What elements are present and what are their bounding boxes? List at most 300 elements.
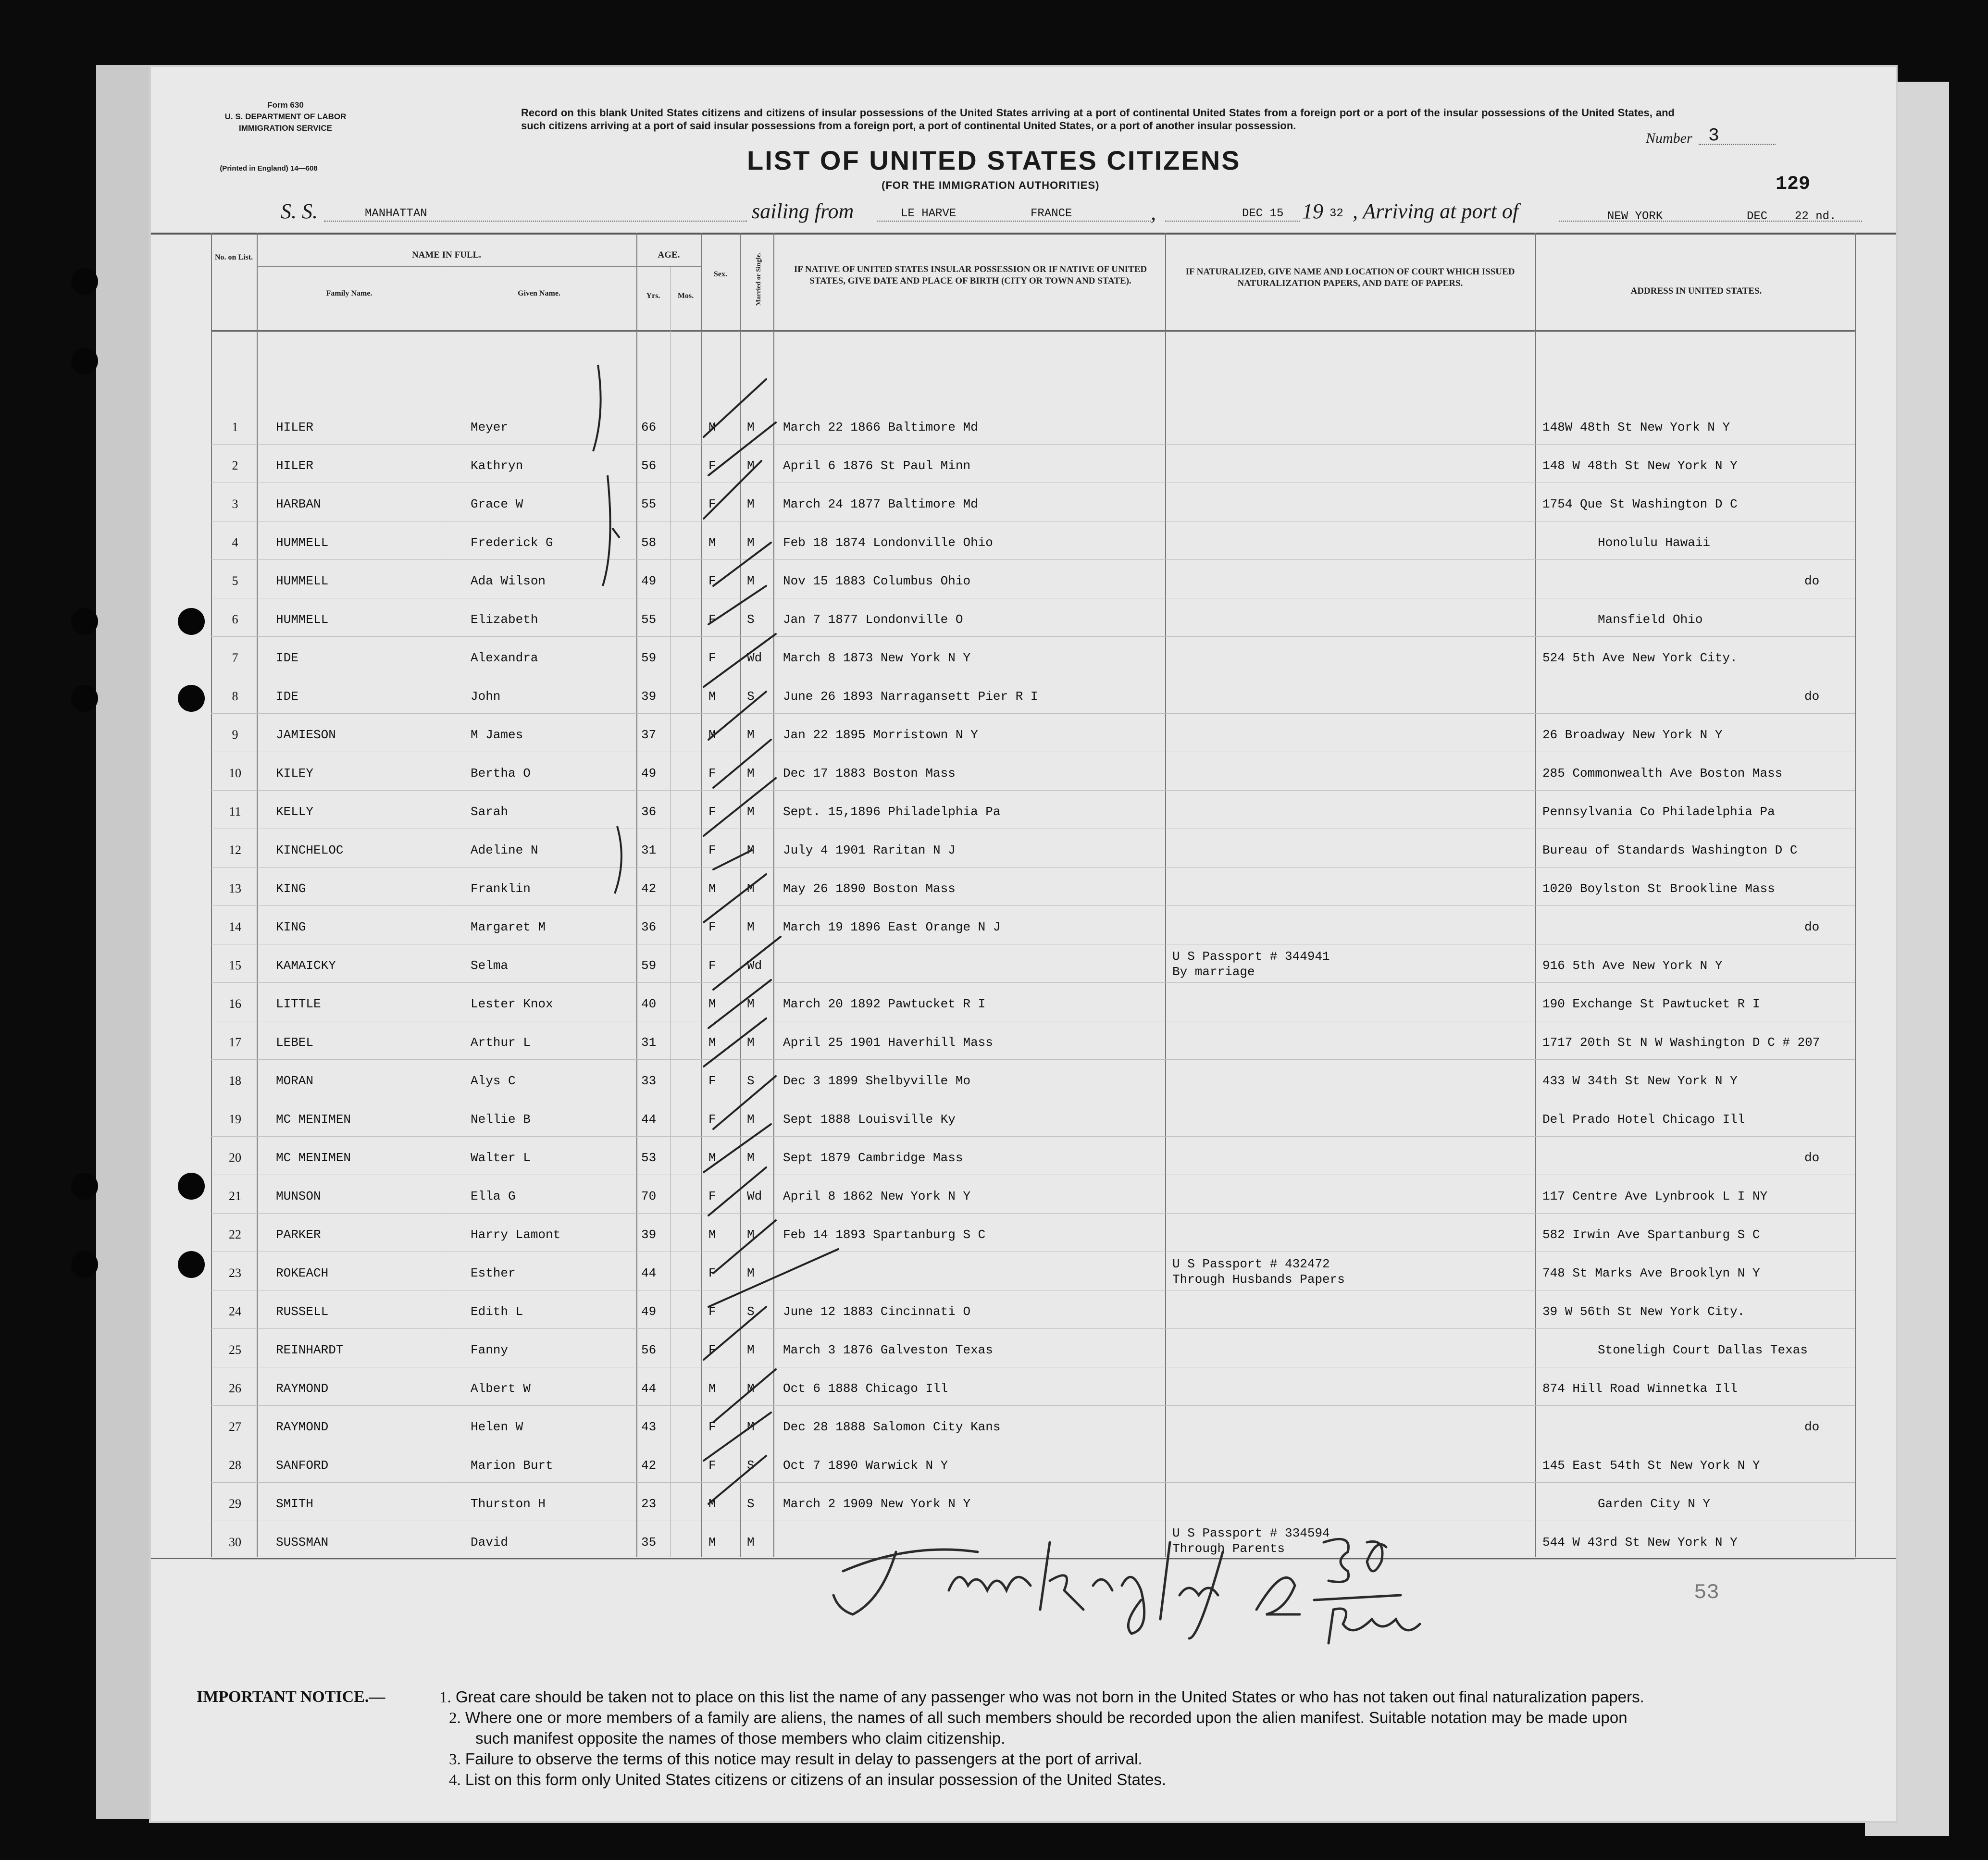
from-country: FRANCE (1031, 207, 1072, 220)
birth-info: March 2 1909 New York N Y (783, 1497, 971, 1511)
marital-status: M (747, 535, 755, 550)
age-years: 42 (641, 1458, 657, 1473)
address: Garden City N Y (1598, 1497, 1711, 1511)
age-years: 70 (641, 1189, 657, 1203)
address: 524 5th Ave New York City. (1542, 651, 1738, 665)
family-name: HUMMELL (276, 535, 329, 550)
given-name: Bertha O (471, 766, 531, 781)
family-name: MORAN (276, 1074, 314, 1088)
age-years: 59 (641, 958, 657, 973)
row-number: 23 (229, 1266, 241, 1280)
family-name: RAYMOND (276, 1420, 329, 1434)
from-port: LE HARVE (901, 207, 957, 220)
row-number: 22 (229, 1228, 241, 1241)
given-name: Arthur L (471, 1035, 531, 1050)
age-years: 49 (641, 766, 657, 781)
age-years: 40 (641, 997, 657, 1011)
header-age: AGE. (658, 250, 680, 260)
age-years: 37 (641, 728, 657, 742)
age-years: 49 (641, 1304, 657, 1319)
row-number: 5 (232, 574, 238, 588)
row-number: 26 (229, 1381, 241, 1395)
given-name: Kathryn (471, 459, 523, 473)
from-line (877, 221, 1151, 222)
naturalization-info: U S Passport # 344941 By marriage (1172, 949, 1330, 979)
header-yrs: Yrs. (646, 292, 660, 300)
stamp-number: 53 (1694, 1581, 1719, 1605)
arrival-port: NEW YORK (1607, 210, 1663, 223)
marital-status: M (747, 843, 755, 857)
marital-status: M (747, 1535, 755, 1550)
sex: M (708, 535, 716, 550)
row-number: 25 (229, 1343, 241, 1357)
sex: M (708, 689, 716, 704)
birth-info: March 20 1892 Pawtucket R I (783, 997, 986, 1011)
family-name: HUMMELL (276, 574, 329, 588)
address: 544 W 43rd St New York N Y (1542, 1535, 1738, 1550)
age-years: 58 (641, 535, 657, 550)
marital-status: M (747, 1151, 755, 1165)
address: 433 W 34th St New York N Y (1542, 1074, 1738, 1088)
family-name: IDE (276, 689, 298, 704)
row-number: 11 (229, 805, 241, 818)
row-number: 28 (229, 1458, 241, 1472)
birth-info: Feb 14 1893 Spartanburg S C (783, 1228, 986, 1242)
col-line (1165, 233, 1166, 1557)
birth-info: March 8 1873 New York N Y (783, 651, 971, 665)
sex: M (708, 1151, 716, 1165)
age-years: 59 (641, 651, 657, 665)
marital-status: M (747, 1343, 755, 1357)
given-name: Esther (471, 1266, 516, 1280)
row-number: 12 (229, 843, 241, 857)
sex: M (708, 728, 716, 742)
birth-info: Feb 18 1874 Londonville Ohio (783, 535, 993, 550)
year-prefix-1: 19 (1302, 199, 1323, 223)
row-rule (211, 1136, 1855, 1137)
row-number: 6 (232, 612, 238, 626)
age-years: 31 (641, 1035, 657, 1050)
family-name: ROKEACH (276, 1266, 329, 1280)
sex: F (708, 958, 716, 973)
row-number: 3 (232, 497, 238, 511)
marital-status: M (747, 1381, 755, 1396)
row-number: 10 (229, 766, 241, 780)
given-name: David (471, 1535, 509, 1550)
birth-info: Oct 7 1890 Warwick N Y (783, 1458, 948, 1473)
marital-status: S (747, 1304, 755, 1319)
sex: M (708, 881, 716, 896)
page-subtitle: (FOR THE IMMIGRATION AUTHORITIES) (882, 179, 1100, 191)
family-name: KING (276, 881, 306, 896)
given-name: Sarah (471, 805, 509, 819)
age-years: 44 (641, 1381, 657, 1396)
address: do (1804, 689, 1820, 704)
sex: M (708, 1497, 716, 1511)
family-name: RAYMOND (276, 1381, 329, 1396)
address: 148 W 48th St New York N Y (1542, 459, 1738, 473)
given-name: Edith L (471, 1304, 523, 1319)
given-name: Alys C (471, 1074, 516, 1088)
marital-status: S (747, 1458, 755, 1473)
punch-hole (71, 685, 98, 712)
binder-edge (96, 65, 149, 1819)
birth-info: Jan 7 1877 Londonville O (783, 612, 963, 627)
given-name: Albert W (471, 1381, 531, 1396)
notice-num: 2. (449, 1710, 461, 1727)
birth-info: Sept. 15,1896 Philadelphia Pa (783, 805, 1001, 819)
row-rule (211, 1328, 1855, 1329)
family-name: KELLY (276, 805, 314, 819)
punch-hole (178, 685, 205, 712)
age-years: 56 (641, 459, 657, 473)
page-number: 129 (1776, 174, 1811, 195)
row-number: 18 (229, 1074, 241, 1088)
comma: , (1151, 201, 1156, 224)
given-name: Adeline N (471, 843, 538, 857)
arriving-label: , Arriving at port of (1353, 199, 1519, 223)
header-mos: Mos. (677, 292, 694, 300)
arrive-date: DEC (1747, 210, 1768, 223)
given-name: Elizabeth (471, 612, 538, 627)
marital-status: M (747, 728, 755, 742)
age-years: 42 (641, 881, 657, 896)
row-number: 27 (229, 1420, 241, 1434)
sex: F (708, 574, 716, 588)
address: 190 Exchange St Pawtucket R I (1542, 997, 1760, 1011)
given-name: Selma (471, 958, 509, 973)
marital-status: M (747, 574, 755, 588)
given-name: Franklin (471, 881, 531, 896)
notice-text: Failure to observe the terms of this notice may result in delay to passengers at the port of arrival. (465, 1750, 1143, 1768)
row-number: 30 (229, 1535, 241, 1549)
address: Honolulu Hawaii (1598, 535, 1711, 550)
ship-line (324, 221, 747, 222)
marital-status: M (747, 766, 755, 781)
family-name: HILER (276, 420, 314, 434)
row-rule (211, 1059, 1855, 1060)
ship-name: MANHATTAN (365, 207, 427, 220)
row-rule (211, 982, 1855, 983)
col-line (211, 233, 212, 1557)
given-name: Ella G (471, 1189, 516, 1203)
given-name: Fanny (471, 1343, 509, 1357)
sex: F (708, 843, 716, 857)
family-name: HILER (276, 459, 314, 473)
family-name: SANFORD (276, 1458, 329, 1473)
row-number: 16 (229, 997, 241, 1011)
sex: F (708, 1189, 716, 1203)
age-years: 55 (641, 497, 657, 511)
row-number: 19 (229, 1112, 241, 1126)
given-name: Meyer (471, 420, 509, 434)
service: IMMIGRATION SERVICE (239, 124, 332, 133)
given-name: Walter L (471, 1151, 531, 1165)
family-name: SUSSMAN (276, 1535, 329, 1550)
page-title: LIST OF UNITED STATES CITIZENS (747, 145, 1241, 175)
sex: F (708, 651, 716, 665)
given-name: John (471, 689, 501, 704)
sex: F (708, 1458, 716, 1473)
row-rule (211, 636, 1855, 637)
row-rule (211, 1482, 1855, 1483)
sex: F (708, 805, 716, 819)
sex: F (708, 1304, 716, 1319)
notice-title: IMPORTANT NOTICE.— (197, 1688, 385, 1706)
birth-info: April 25 1901 Haverhill Mass (783, 1035, 993, 1050)
address: do (1804, 1151, 1820, 1165)
given-name: Helen W (471, 1420, 523, 1434)
family-name: KAMAICKY (276, 958, 336, 973)
birth-info: Dec 17 1883 Boston Mass (783, 766, 956, 781)
address: 145 East 54th St New York N Y (1542, 1458, 1760, 1473)
notice-item-4 (449, 1769, 1166, 1791)
marital-status: S (747, 689, 755, 704)
check-marks (694, 317, 848, 1566)
marital-status: Wd (747, 1189, 762, 1203)
notice-text: Where one or more members of a family are aliens, the names of all such members should be recorded upon the alien manifest. Suitable notation may be made upon (465, 1709, 1628, 1726)
age-years: 44 (641, 1112, 657, 1127)
row-number: 4 (232, 535, 238, 549)
family-name: JAMIESON (276, 728, 336, 742)
row-number: 15 (229, 958, 241, 972)
address: 916 5th Ave New York N Y (1542, 958, 1723, 973)
marital-status: S (747, 1497, 755, 1511)
age-years: 31 (641, 843, 657, 857)
notice-num: 4. (449, 1772, 461, 1789)
list-number-label: Number (1646, 130, 1692, 146)
punch-hole (71, 1173, 98, 1200)
given-name: Harry Lamont (471, 1228, 561, 1242)
notice-text: List on this form only United States citizens or citizens of an insular possession of the United States. (465, 1771, 1167, 1788)
header-divider (211, 330, 1855, 332)
header-married: Married or Single. (755, 252, 762, 306)
family-name: MUNSON (276, 1189, 321, 1203)
sex: F (708, 1074, 716, 1088)
row-rule (211, 790, 1855, 791)
address: 285 Commonwealth Ave Boston Mass (1542, 766, 1783, 781)
age-years: 49 (641, 574, 657, 588)
marital-status: M (747, 1112, 755, 1127)
notice-text: Great care should be taken not to place on this list the name of any passenger who was not born in the United States or who has not taken out final naturalization papers. (455, 1688, 1644, 1706)
header-address: ADDRESS IN UNITED STATES. (1630, 286, 1762, 296)
col-line (257, 233, 258, 1557)
marital-status: Wd (747, 651, 762, 665)
address: 117 Centre Ave Lynbrook L I NY (1542, 1189, 1768, 1203)
number-underline (1699, 144, 1776, 145)
age-years: 55 (641, 612, 657, 627)
row-rule (211, 905, 1855, 906)
row-number: 24 (229, 1304, 241, 1318)
header-native: IF NATIVE OF UNITED STATES INSULAR POSSESSION OR IF NATIVE OF UNITED STATES, GIVE DATE AND PLACE OF BIRTH (CITY OR TOWN AND STATE). (794, 264, 1147, 286)
notice-item-1 (439, 1686, 1644, 1708)
given-name: Alexandra (471, 651, 538, 665)
instructions: Record on this blank United States citizens and citizens of insular possessions of the United States arriving at a port of continental United States from a foreign port or a port of the insular possessions of the United States, and such citizens arriving at a port of said insular possessions from a foreign port, a port of continental United States, or a port of another insular possession. (521, 107, 1675, 132)
inspector-signature (824, 1513, 1545, 1658)
age-years: 36 (641, 805, 657, 819)
marital-status: M (747, 1420, 755, 1434)
row-number: 1 (232, 420, 238, 434)
punch-hole (71, 1251, 98, 1278)
notice-num: 1. (439, 1689, 451, 1706)
family-name: SMITH (276, 1497, 314, 1511)
address: 582 Irwin Ave Spartanburg S C (1542, 1228, 1760, 1242)
col-line (670, 266, 671, 1557)
marital-status: S (747, 612, 755, 627)
address: do (1804, 920, 1820, 934)
age-years: 33 (641, 1074, 657, 1088)
age-years: 66 (641, 420, 657, 434)
marital-status: M (747, 1035, 755, 1050)
arrive-day: 22 nd. (1795, 210, 1837, 223)
sex: F (708, 612, 716, 627)
depart-date: DEC 15 (1242, 207, 1284, 220)
age-years: 43 (641, 1420, 657, 1434)
birth-info: March 3 1876 Galveston Texas (783, 1343, 993, 1357)
given-name: Ada Wilson (471, 574, 546, 588)
address: 148W 48th St New York N Y (1542, 420, 1730, 434)
address: 874 Hill Road Winnetka Ill (1542, 1381, 1738, 1396)
family-brackets (569, 355, 627, 980)
notice-num: 3. (449, 1751, 461, 1768)
sex: F (708, 766, 716, 781)
col-line (1535, 233, 1536, 1557)
row-number: 13 (229, 881, 241, 895)
birth-info: May 26 1890 Boston Mass (783, 881, 956, 896)
sex: F (708, 1266, 716, 1280)
given-name: M James (471, 728, 523, 742)
marital-status: Wd (747, 958, 762, 973)
birth-info: Oct 6 1888 Chicago Ill (783, 1381, 948, 1396)
marital-status: M (747, 420, 755, 434)
row-number: 8 (232, 689, 238, 703)
row-number: 9 (232, 728, 238, 742)
sex: F (708, 497, 716, 511)
family-name: KILEY (276, 766, 314, 781)
notice-text: such manifest opposite the names of those members who claim citizenship. (475, 1729, 1006, 1747)
address: 26 Broadway New York N Y (1542, 728, 1723, 742)
family-name: LEBEL (276, 1035, 314, 1050)
punch-hole (178, 608, 205, 635)
address: 748 St Marks Ave Brooklyn N Y (1542, 1266, 1760, 1280)
age-years: 56 (641, 1343, 657, 1357)
marital-status: M (747, 459, 755, 473)
family-name: HUMMELL (276, 612, 329, 627)
sex: F (708, 459, 716, 473)
given-name: Nellie B (471, 1112, 531, 1127)
address: Bureau of Standards Washington D C (1542, 843, 1798, 857)
birth-info: Sept 1888 Louisville Ky (783, 1112, 956, 1127)
marital-status: M (747, 997, 755, 1011)
year-1: 32 (1329, 207, 1343, 220)
marital-status: M (747, 1266, 755, 1280)
sex: F (708, 920, 716, 934)
header-name-in-full: NAME IN FULL. (411, 250, 482, 260)
marital-status: S (747, 1074, 755, 1088)
address: do (1804, 1420, 1820, 1434)
row-rule (211, 559, 1855, 560)
given-name: Thurston H (471, 1497, 546, 1511)
sex: M (708, 997, 716, 1011)
address: 1020 Boylston St Brookline Mass (1542, 881, 1775, 896)
birth-info: March 19 1896 East Orange N J (783, 920, 1001, 934)
given-name: Frederick G (471, 535, 553, 550)
row-rule (211, 867, 1855, 868)
birth-info: June 26 1893 Narragansett Pier R I (783, 689, 1038, 704)
row-number: 29 (229, 1497, 241, 1511)
list-number: 3 (1708, 125, 1719, 146)
ss-label: S. S. (281, 199, 318, 223)
department: U. S. DEPARTMENT OF LABOR (224, 112, 347, 121)
punch-hole (178, 1251, 205, 1278)
header-sex: Sex. (714, 270, 727, 278)
header-naturalized: IF NATURALIZED, GIVE NAME AND LOCATION OF COURT WHICH ISSUED NATURALIZATION PAPERS, AND DATE OF PAPERS. (1185, 267, 1515, 288)
notice-item-3 (449, 1748, 1143, 1770)
header-given-name: Given Name. (518, 289, 560, 298)
marital-status: M (747, 1228, 755, 1242)
marital-status: M (747, 920, 755, 934)
row-rule (211, 713, 1855, 714)
row-number: 14 (229, 920, 241, 934)
date-line (1165, 221, 1300, 222)
birth-info: Dec 3 1899 Shelbyville Mo (783, 1074, 971, 1088)
row-rule (211, 1213, 1855, 1214)
given-name: Marion Burt (471, 1458, 553, 1473)
age-years: 35 (641, 1535, 657, 1550)
subheader-line (257, 266, 701, 267)
table-top-border (151, 233, 1896, 235)
birth-info: March 24 1877 Baltimore Md (783, 497, 978, 511)
row-number: 20 (229, 1151, 241, 1165)
punch-hole (71, 347, 98, 374)
address: Pennsylvania Co Philadelphia Pa (1542, 805, 1775, 819)
sailing-label: sailing from (752, 199, 854, 223)
family-name: MC MENIMEN (276, 1151, 351, 1165)
form-meta (213, 99, 358, 134)
birth-info: March 22 1866 Baltimore Md (783, 420, 978, 434)
sex: M (708, 1535, 716, 1550)
age-years: 36 (641, 920, 657, 934)
address: Mansfield Ohio (1598, 612, 1703, 627)
address: do (1804, 574, 1820, 588)
family-name: HARBAN (276, 497, 321, 511)
sex: F (708, 1420, 716, 1434)
naturalization-info: U S Passport # 432472 Through Husbands Papers (1172, 1257, 1345, 1287)
naturalization-info: U S Passport # 334594 Through Parents (1172, 1526, 1330, 1556)
col-line (636, 233, 637, 1557)
birth-info: Jan 22 1895 Morristown N Y (783, 728, 978, 742)
age-years: 39 (641, 1228, 657, 1242)
address: 1717 20th St N W Washington D C # 207 (1542, 1035, 1820, 1050)
row-number: 21 (229, 1189, 241, 1203)
manifest-page (149, 65, 1898, 1823)
birth-info: Dec 28 1888 Salomon City Kans (783, 1420, 1001, 1434)
birth-info: April 6 1876 St Paul Minn (783, 459, 971, 473)
row-rule (211, 1405, 1855, 1406)
header-family-name: Family Name. (326, 289, 373, 298)
age-years: 44 (641, 1266, 657, 1280)
address: 39 W 56th St New York City. (1542, 1304, 1745, 1319)
address: 1754 Que St Washington D C (1542, 497, 1738, 511)
sex: F (708, 1343, 716, 1357)
family-name: RUSSELL (276, 1304, 329, 1319)
birth-info: April 8 1862 New York N Y (783, 1189, 971, 1203)
row-number: 17 (229, 1035, 241, 1049)
family-name: KING (276, 920, 306, 934)
sex: M (708, 1035, 716, 1050)
punch-hole (71, 268, 98, 295)
marital-status: M (747, 805, 755, 819)
